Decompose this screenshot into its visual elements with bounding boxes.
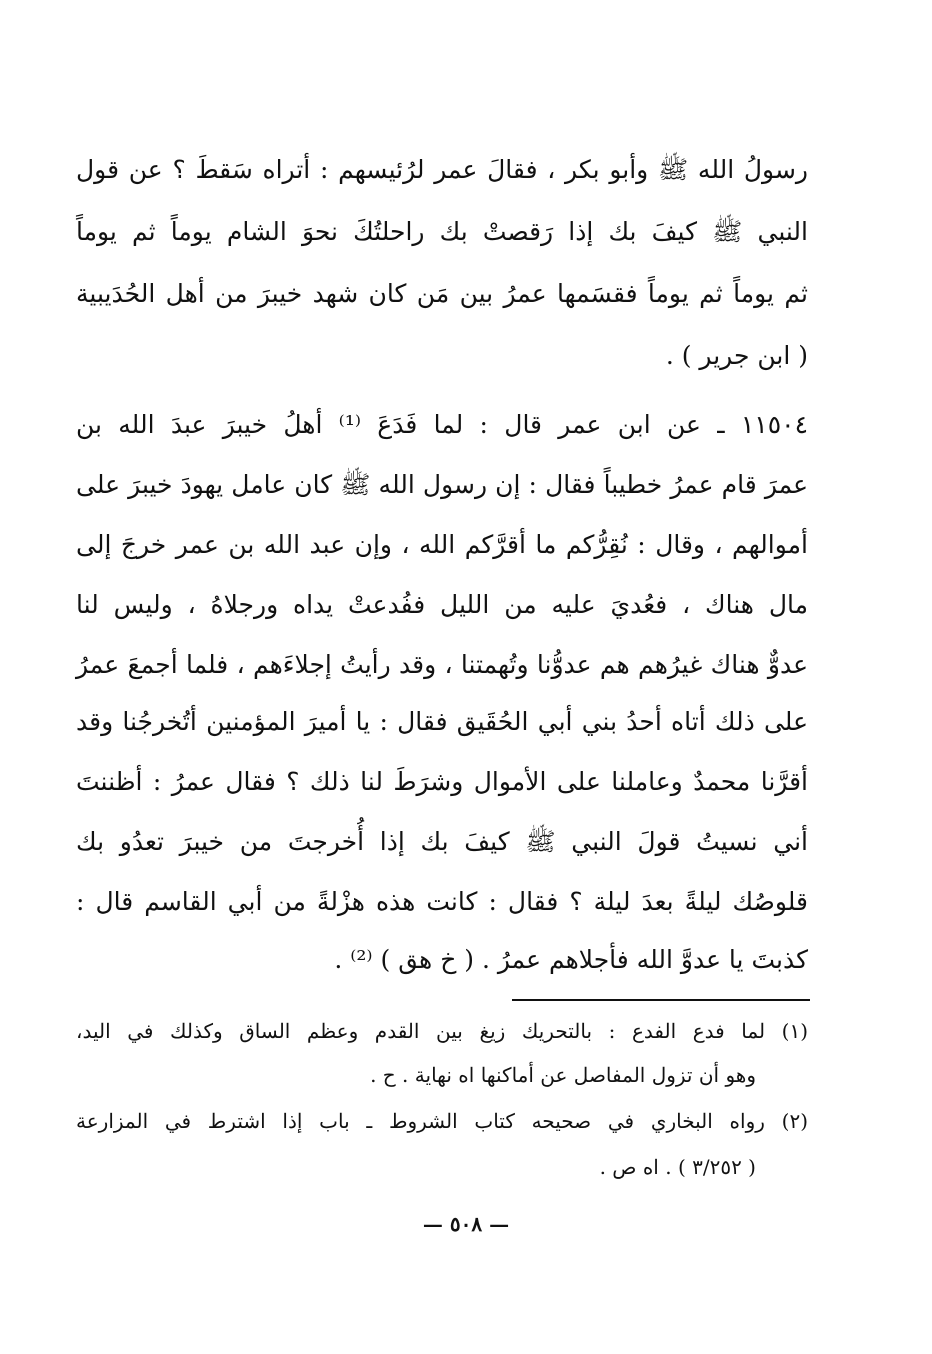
- footnote-line: (١) لما فدع الفدع : بالتحريك زيغ بين القدم وعظم الساق وكذلك في اليد،: [76, 1019, 808, 1043]
- text-line: عدوٌّ هناك غيرُهم هم عدوُّنا وتُهمتنا ، وقد رأيتُ إجلاءَهم ، فلما أجمعَ عمرُ: [76, 650, 808, 679]
- text-line: ( ابن جرير ) .: [665, 341, 808, 370]
- text-line: أقرَّنا محمدٌ وعاملنا على الأموال وشرَطَ لنا ذلك ؟ فقال عمرُ : أظننتَ: [76, 767, 808, 796]
- text-line: قلوصُك ليلةً بعدَ ليلة ؟ فقال : كانت هذه هزْلةً من أبي القاسم قال :: [76, 887, 808, 916]
- footnote-line: (٢) رواه البخاري في صحيحه كتاب الشروط ـ باب إذا اشترط في المزارعة: [76, 1109, 808, 1133]
- text-line: النبي ﷺ كيفَ بك إذا رَقصتْ بك راحلتُكَ نحوَ الشام يوماً ثم يوماً: [76, 217, 808, 246]
- text-line: على ذلك أتاه أحدُ بني أبي الحُقَيق فقال : يا أميرَ المؤمنين أتُخرجُنا وقد: [76, 707, 808, 736]
- footnotes: [76, 0, 808, 1200]
- text-line: عمرَ قام عمرُ خطيباً فقال : إن رسول الله ﷺ كان عامل يهودَ خيبرَ على: [76, 470, 808, 499]
- text-line: رسولُ الله ﷺ وأبو بكر ، فقالَ عمر لرُئيسهم : أتراه سَقطَ ؟ عن قول: [76, 155, 808, 184]
- text-line: ثم يوماً ثم يوماً فقسَمها عمرُ بين مَن كان شهد خيبرَ من أهل الحُدَيبية: [76, 279, 808, 308]
- text-line: أني نسيتُ قولَ النبي ﷺ كيفَ بك إذا أُخرجتَ من خيبرَ تعدُو بك: [76, 827, 808, 856]
- page-number: — ٥٠٨ —: [422, 1212, 510, 1236]
- text-line: أموالهم ، وقال : نُقِرُّكم ما أقرَّكم الله ، وإن عبد الله بن عمر خرجَ إلى: [76, 530, 808, 559]
- text-line: كذبتَ يا عدوَّ الله فأجلاهم عمرُ . ( خ هق ) ⁽²⁾ .: [334, 945, 808, 974]
- footnote-line: وهو أن تزول المفاصل عن أماكنها اه نهاية . ح .: [370, 1063, 756, 1087]
- text-line: ١١٥٠٤ ـ عن ابن عمر قال : لما فَدَعَ ⁽¹⁾ أهلُ خيبرَ عبدَ الله بن: [76, 410, 808, 439]
- footnote-line: ( ٣/٢٥٢ ) . اه ص .: [599, 1155, 756, 1179]
- text-line: مال هناك ، فعُديَ عليه من الليل ففُدعتْ يداه ورجلاهُ ، وليس لنا: [76, 590, 808, 619]
